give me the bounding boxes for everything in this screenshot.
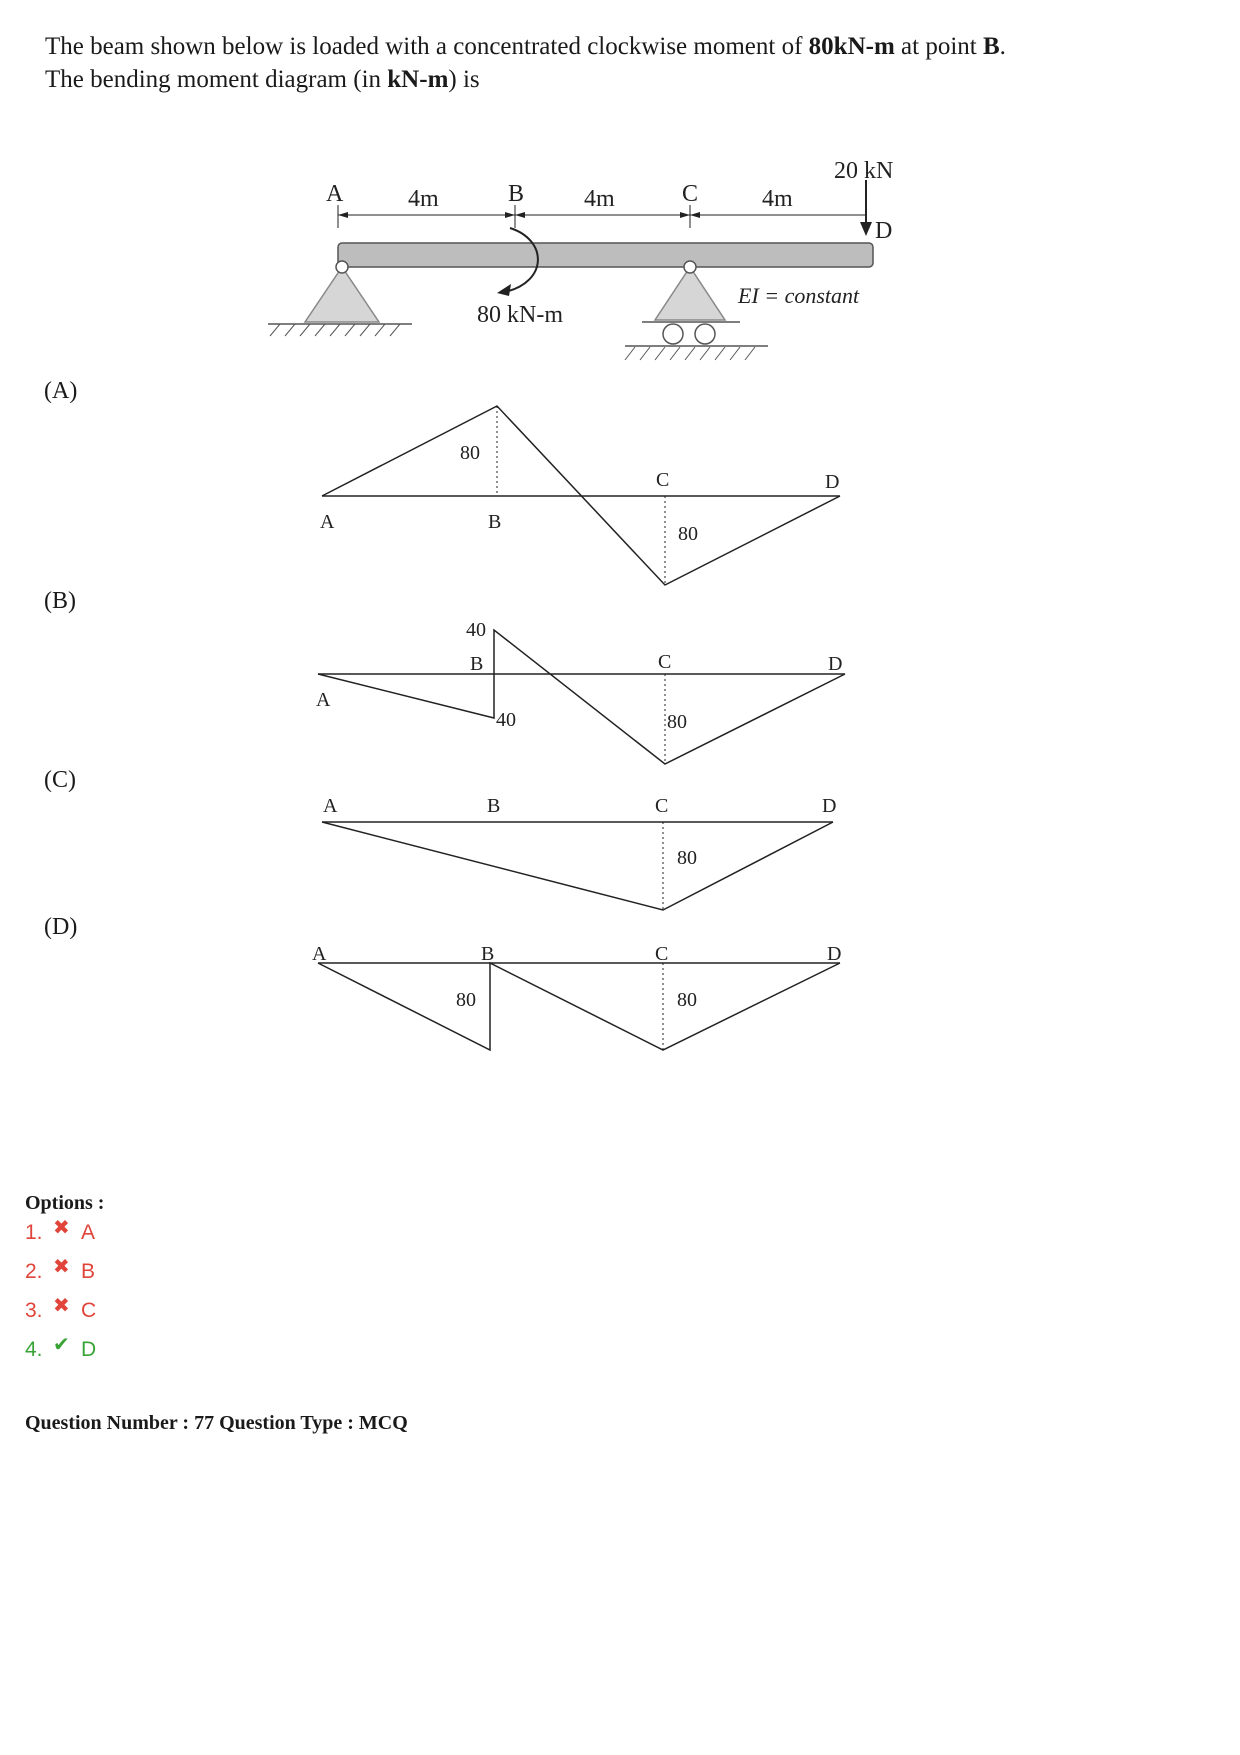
load-label: 20 kN	[834, 158, 894, 184]
diagram-c-value-c: 80	[677, 847, 697, 869]
diagram-d-value-b: 80	[456, 989, 476, 1011]
diagram-a-label-c: C	[656, 469, 670, 491]
diagram-c	[322, 795, 836, 910]
diagram-a-label-b: B	[488, 511, 502, 533]
pin-support-a	[268, 261, 412, 336]
choice-letter-b: (B)	[44, 588, 76, 614]
diagram-b-label-a: A	[316, 689, 331, 711]
span-cd-label: 4m	[762, 186, 793, 212]
roller-support-c	[625, 261, 768, 360]
option-2[interactable]	[25, 1256, 96, 1284]
option-1[interactable]	[25, 1217, 96, 1245]
diagram-d	[312, 943, 841, 1050]
option-number: 2.	[25, 1259, 43, 1283]
diagram-b-label-c: C	[658, 651, 672, 673]
option-3[interactable]	[25, 1295, 97, 1323]
span-ab-label: 4m	[408, 186, 439, 212]
diagram-a-label-d: D	[825, 471, 840, 493]
beam	[338, 243, 873, 267]
cross-icon: ✖	[53, 1217, 70, 1239]
beam-label-a: A	[326, 181, 344, 207]
question-footer: Question Number : 77 Question Type : MCQ	[25, 1412, 408, 1434]
diagram-d-label-d: D	[827, 943, 842, 965]
question-line-2: The bending moment diagram (in kN-m) is	[45, 66, 480, 93]
option-number: 4.	[25, 1337, 43, 1361]
option-4[interactable]	[25, 1334, 97, 1362]
diagram-a	[320, 406, 840, 585]
diagram-d-label-b: B	[481, 943, 495, 965]
beam-label-c: C	[682, 181, 699, 207]
cross-icon: ✖	[53, 1295, 70, 1317]
bmd-b	[318, 630, 845, 764]
option-label: A	[81, 1220, 96, 1244]
beam-label-b: B	[508, 181, 525, 207]
diagram-b	[316, 619, 845, 764]
diagram-c-label-d: D	[822, 795, 837, 817]
diagram-a-label-a: A	[320, 511, 335, 533]
choice-letter-d: (D)	[44, 914, 78, 940]
choice-letter-a: (A)	[44, 378, 78, 404]
option-label: D	[81, 1337, 97, 1361]
bmd-c	[322, 822, 833, 910]
diagram-b-value-c: 80	[667, 711, 687, 733]
choice-letter-c: (C)	[44, 767, 76, 793]
span-bc-label: 4m	[584, 186, 615, 212]
cross-icon: ✖	[53, 1256, 70, 1278]
moment-label: 80 kN-m	[477, 302, 563, 328]
diagram-b-label-b: B	[470, 653, 484, 675]
option-number: 1.	[25, 1220, 43, 1244]
options-heading: Options :	[25, 1192, 105, 1214]
diagram-a-value-c: 80	[678, 523, 698, 545]
diagram-d-value-c: 80	[677, 989, 697, 1011]
ei-label: EI = constant	[738, 283, 860, 308]
diagram-d-label-a: A	[312, 943, 327, 965]
diagram-b-value-bottom: 40	[496, 709, 516, 731]
question-line-1: The beam shown below is loaded with a concentrated clockwise moment of 80kN-m at point B.	[45, 33, 1006, 60]
diagram-b-label-d: D	[828, 653, 843, 675]
check-icon: ✔	[53, 1334, 70, 1356]
diagram-b-value-top: 40	[466, 619, 486, 641]
diagram-c-label-a: A	[323, 795, 338, 817]
option-label: B	[81, 1259, 96, 1283]
bmd-d	[318, 963, 840, 1050]
diagram-d-label-c: C	[655, 943, 669, 965]
diagram-c-label-c: C	[655, 795, 669, 817]
diagram-a-value-b: 80	[460, 442, 480, 464]
option-label: C	[81, 1298, 97, 1322]
beam-label-d: D	[875, 218, 893, 244]
diagram-c-label-b: B	[487, 795, 501, 817]
option-number: 3.	[25, 1298, 43, 1322]
